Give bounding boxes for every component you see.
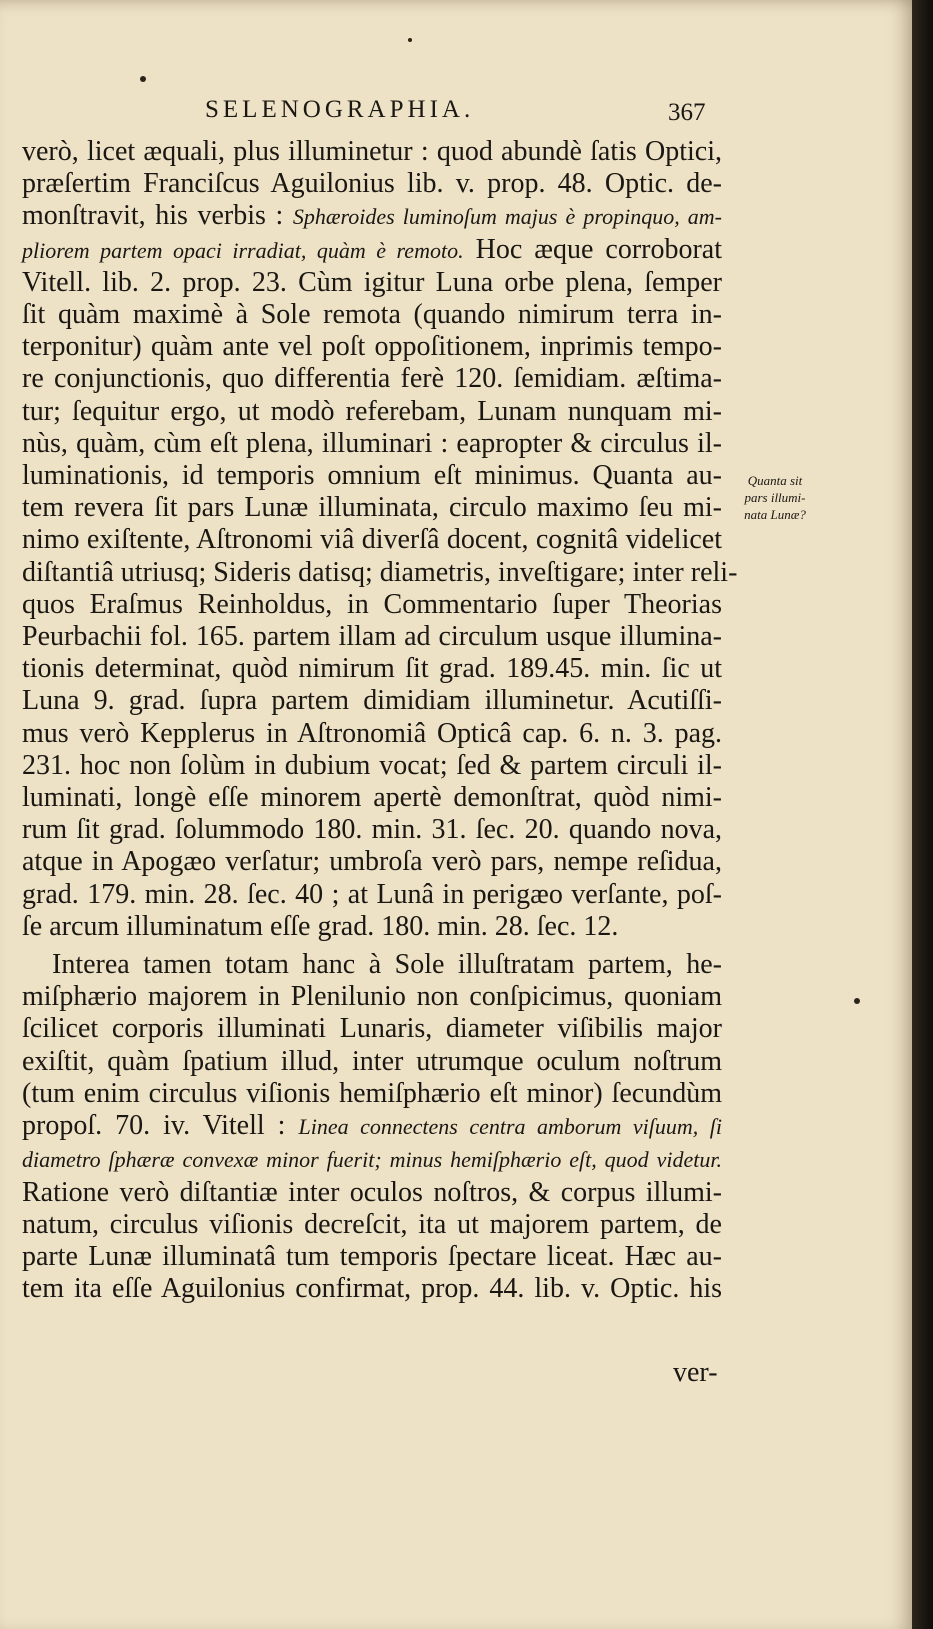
text-line: tem revera ſit pars Lunæ illuminata, circulo maximo ſeu mi-	[22, 492, 722, 524]
text-run: Hoc æque corroborat	[475, 233, 723, 265]
text-line: natum, circulus viſionis decreſcit, ita ut majorem partem, de	[22, 1208, 722, 1240]
text-line: (tum enim circulus viſionis hemiſphærio eſt minor) ſecundùm	[22, 1077, 722, 1109]
text-block	[22, 136, 738, 1305]
text-line: nimo exiſtente, Aſtronomi viâ diverſâ docent, cognitâ videlicet	[22, 524, 722, 556]
text-line: luminati, longè eſſe minorem apertè demonſtrat, quòd nimi-	[22, 782, 722, 814]
text-line: terponitur) quàm ante vel poſt oppoſitionem, inprimis tempo-	[22, 331, 722, 363]
page-number: 367	[668, 99, 706, 126]
text-line: tur; ſequitur ergo, ut modò referebam, Lunam nunquam mi-	[22, 395, 722, 427]
text-line: Vitell. lib. 2. prop. 23. Cùm igitur Luna orbe plena, ſemper	[22, 266, 722, 298]
quotation-italic: Sphæroides luminoſum majus è propinquo, am-	[292, 204, 723, 230]
text-line: tionis determinat, quòd nimirum ſit grad. 189.45. min. ſic ut	[22, 653, 722, 685]
text-line: nùs, quàm, cùm eſt plena, illuminari : eapropter & circulus il-	[22, 427, 722, 459]
text-line: præſertim Franciſcus Aguilonius lib. v. prop. 48. Optic. de-	[22, 168, 722, 200]
text-line	[22, 1143, 722, 1176]
text-line: re conjunctionis, quo differentia ferè 120. ſemidiam. æſtima-	[22, 363, 722, 395]
text-line: atque in Apogæo verſatur; umbroſa verò pars, nempe reſidua,	[22, 846, 722, 878]
page-edge-shadow	[912, 0, 933, 1629]
text-line: ſe arcum illuminatum eſſe grad. 180. min. 28. ſec. 12.	[22, 910, 619, 942]
text-line	[22, 234, 722, 267]
margin-note-line: Quanta sit	[747, 473, 803, 488]
margin-note	[730, 472, 820, 523]
text-line: verò, licet æquali, plus illuminetur : quod abundè ſatis Optici,	[22, 136, 722, 167]
text-run: monſtravit, his verbis :	[22, 200, 284, 232]
text-line: Peurbachii fol. 165. partem illam ad circulum usque illumina-	[22, 621, 722, 653]
catchword: ver-	[673, 1357, 718, 1388]
text-line: luminationis, id temporis omnium eſt minimus. Quanta au-	[22, 460, 722, 492]
text-line: ſcilicet corporis illuminati Lunaris, diameter viſibilis major	[22, 1013, 722, 1045]
text-line: grad. 179. min. 28. ſec. 40 ; at Lunâ in perigæo verſante, poſ-	[22, 878, 722, 910]
quotation-italic: diametro ſphæræ convexæ minor fuerit; minus hemiſphærio eſt, quod videtur.	[22, 1147, 722, 1173]
margin-note-line: nata Lunæ?	[744, 507, 806, 522]
quotation-italic: Linea connectens centra amborum viſuum, ſi	[298, 1114, 722, 1140]
text-line: rum ſit grad. ſolummodo 180. min. 31. ſec. 20. quando nova,	[22, 814, 722, 846]
margin-note-line: pars illumi-	[744, 490, 806, 505]
text-line: miſphærio majorem in Plenilunio non conſpicimus, quoniam	[22, 981, 722, 1013]
text-line: Luna 9. grad. ſupra partem dimidiam illuminetur. Acutiſſi-	[22, 685, 722, 717]
text-line	[22, 200, 722, 233]
ink-spot	[854, 998, 860, 1004]
text-line: quos Eraſmus Reinholdus, in Commentario ſuper Theorias	[22, 588, 722, 620]
ink-spot	[140, 76, 146, 82]
text-line: ſit quàm maximè à Sole remota (quando nimirum terra in-	[22, 299, 722, 331]
text-line: diſtantiâ utriusq; Sideris datisq; diametris, inveſtigare; inter reli-	[22, 556, 738, 588]
text-line: parte Lunæ illuminatâ tum temporis ſpectare liceat. Hæc au-	[22, 1240, 722, 1272]
text-line: Ratione verò diſtantiæ inter oculos noſtros, & corpus illumi-	[22, 1176, 722, 1208]
text-line: mus verò Kepplerus in Aſtronomiâ Opticâ cap. 6. n. 3. pag.	[22, 717, 722, 749]
text-line: 231. hoc non ſolùm in dubium vocat; ſed & partem circuli il-	[22, 749, 722, 781]
running-head: SELENOGRAPHIA.	[205, 96, 475, 123]
text-line: Interea tamen totam hanc à Sole illuſtratam partem, he-	[52, 949, 722, 981]
text-line	[22, 1110, 722, 1143]
quotation-italic: pliorem partem opaci irradiat, quàm è remoto.	[22, 237, 464, 263]
text-line: tem ita eſſe Aguilonius confirmat, prop. 44. lib. v. Optic. his	[22, 1273, 722, 1305]
text-run: propoſ. 70. iv. Vitell :	[22, 1110, 286, 1142]
text-line: exiſtit, quàm ſpatium illud, inter utrumque oculum noſtrum	[22, 1045, 722, 1077]
ink-spot	[408, 38, 412, 42]
